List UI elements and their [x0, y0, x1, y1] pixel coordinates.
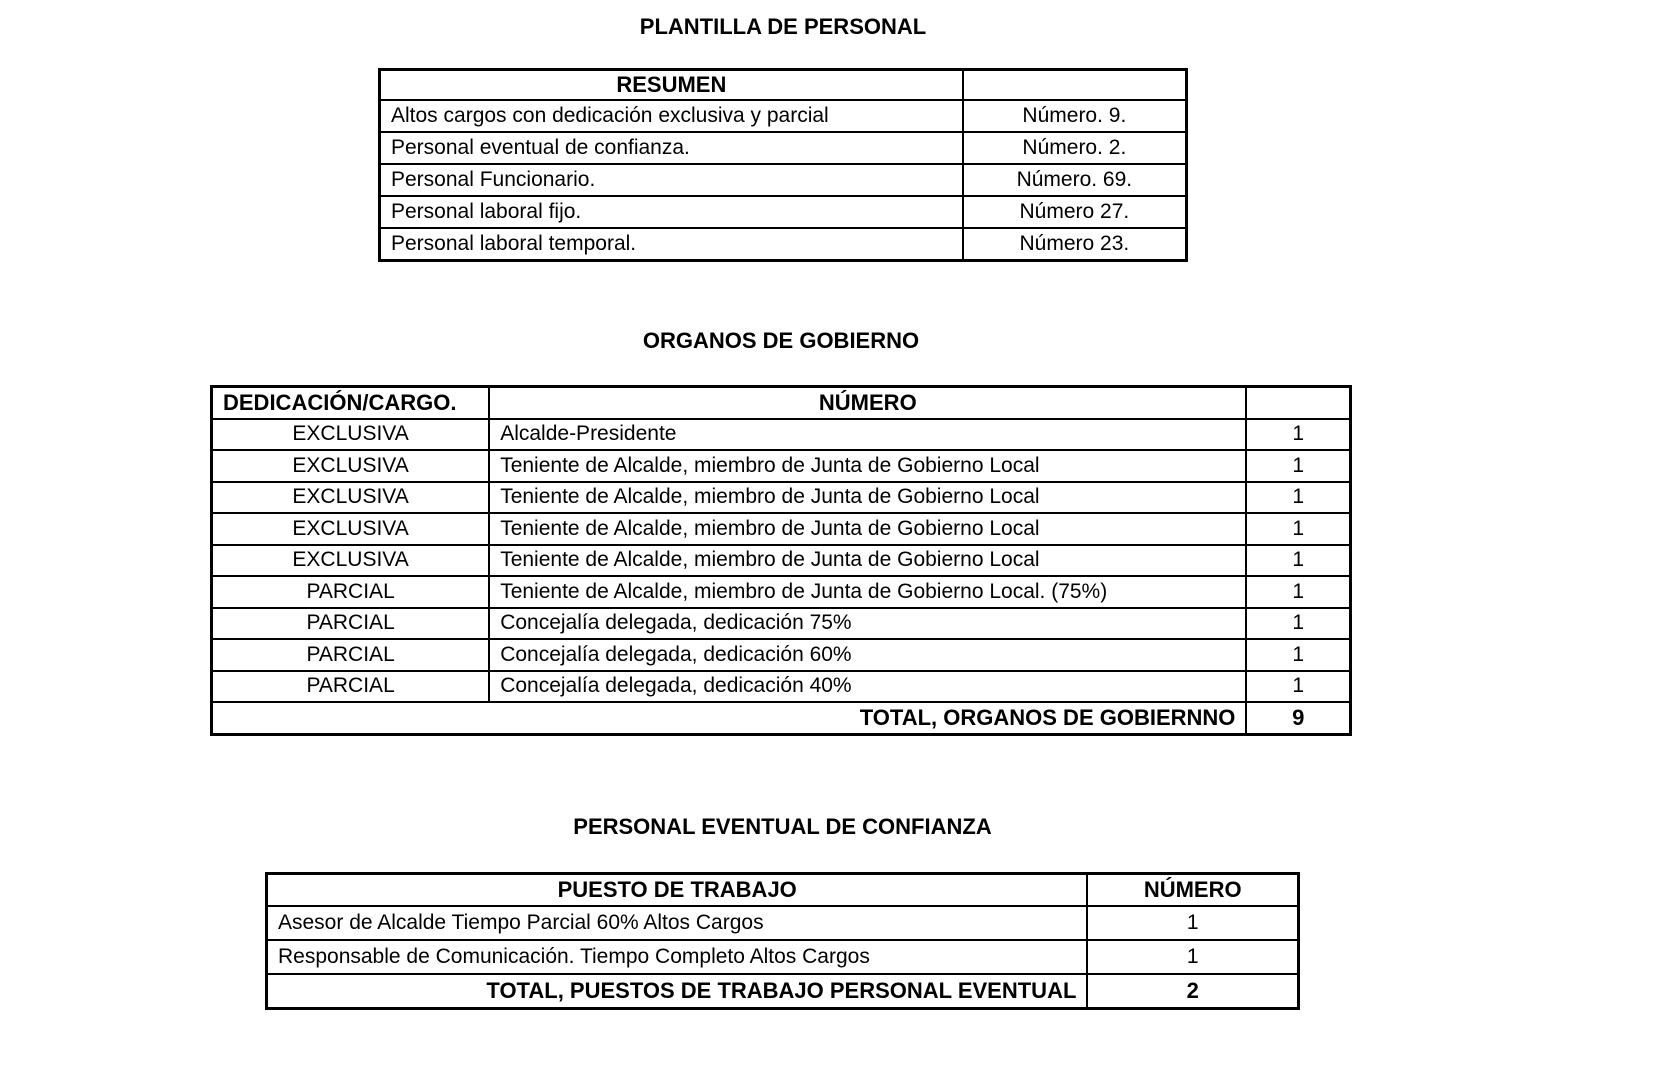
table-row — [212, 671, 1351, 703]
row-label: Personal eventual de confianza. — [380, 132, 963, 164]
table-row — [380, 164, 1187, 196]
cell-dedicacion: EXCLUSIVA — [212, 482, 490, 514]
table-row — [212, 608, 1351, 640]
table-row — [380, 196, 1187, 228]
resumen-header: RESUMEN — [380, 70, 963, 101]
resumen-header-row — [380, 70, 1187, 101]
cell-dedicacion: PARCIAL — [212, 608, 490, 640]
cell-cargo: Teniente de Alcalde, miembro de Junta de Gobierno Local. (75%) — [489, 576, 1246, 608]
cell-cargo: Alcalde-Presidente — [489, 419, 1246, 451]
table-row — [380, 228, 1187, 261]
row-value: Número. 9. — [963, 100, 1187, 132]
row-label: Personal Funcionario. — [380, 164, 963, 196]
row-label: Personal laboral fijo. — [380, 196, 963, 228]
cell-numero: 1 — [1246, 576, 1350, 608]
cell-dedicacion: EXCLUSIVA — [212, 513, 490, 545]
cell-numero: 1 — [1246, 639, 1350, 671]
table-row — [212, 639, 1351, 671]
row-value: Número 27. — [963, 196, 1187, 228]
col-header-numero: NÚMERO — [1087, 874, 1298, 907]
col-header-puesto: PUESTO DE TRABAJO — [267, 874, 1088, 907]
cell-cargo: Teniente de Alcalde, miembro de Junta de Gobierno Local — [489, 482, 1246, 514]
section-eventual — [265, 814, 1300, 1010]
cell-numero: 1 — [1246, 545, 1350, 577]
cell-dedicacion: EXCLUSIVA — [212, 419, 490, 451]
cell-dedicacion: PARCIAL — [212, 639, 490, 671]
row-label: Altos cargos con dedicación exclusiva y parcial — [380, 100, 963, 132]
resumen-table — [378, 68, 1188, 262]
total-row — [267, 974, 1299, 1009]
gobierno-header-row — [212, 387, 1351, 419]
cell-dedicacion: EXCLUSIVA — [212, 545, 490, 577]
table-row — [267, 906, 1299, 940]
col-header-empty — [1246, 387, 1350, 419]
cell-cargo: Teniente de Alcalde, miembro de Junta de Gobierno Local — [489, 513, 1246, 545]
eventual-table — [265, 872, 1300, 1010]
col-header-dedicacion: DEDICACIÓN/CARGO. — [212, 387, 490, 419]
cell-cargo: Concejalía delegada, dedicación 75% — [489, 608, 1246, 640]
cell-dedicacion: PARCIAL — [212, 576, 490, 608]
page-title: PLANTILLA DE PERSONAL — [639, 14, 927, 39]
row-value: Número. 2. — [963, 132, 1187, 164]
table-row — [380, 100, 1187, 132]
cell-dedicacion: EXCLUSIVA — [212, 450, 490, 482]
table-row — [212, 450, 1351, 482]
section-title: PERSONAL EVENTUAL DE CONFIANZA — [573, 814, 992, 839]
row-value: Número 23. — [963, 228, 1187, 261]
cell-cargo: Teniente de Alcalde, miembro de Junta de Gobierno Local — [489, 450, 1246, 482]
total-value: 9 — [1246, 702, 1350, 734]
total-value: 2 — [1087, 974, 1298, 1009]
section-title: ORGANOS DE GOBIERNO — [642, 328, 920, 353]
total-row — [212, 702, 1351, 734]
cell-numero: 1 — [1246, 608, 1350, 640]
eventual-header-row — [267, 874, 1299, 907]
cell-puesto: Asesor de Alcalde Tiempo Parcial 60% Altos Cargos — [267, 906, 1088, 940]
total-label: TOTAL, PUESTOS DE TRABAJO PERSONAL EVENTUAL — [267, 974, 1088, 1009]
total-label: TOTAL, ORGANOS DE GOBIERNNO — [212, 702, 1247, 734]
table-row — [267, 940, 1299, 974]
table-row — [212, 576, 1351, 608]
cell-numero: 1 — [1246, 671, 1350, 703]
section-gobierno — [210, 328, 1352, 736]
section-resumen — [378, 14, 1188, 262]
cell-numero: 1 — [1246, 419, 1350, 451]
gobierno-table — [210, 385, 1352, 736]
row-label: Personal laboral temporal. — [380, 228, 963, 261]
table-row — [212, 482, 1351, 514]
row-value: Número. 69. — [963, 164, 1187, 196]
table-row — [212, 513, 1351, 545]
cell-numero: 1 — [1087, 940, 1298, 974]
table-row — [212, 419, 1351, 451]
cell-numero: 1 — [1246, 450, 1350, 482]
cell-cargo: Concejalía delegada, dedicación 60% — [489, 639, 1246, 671]
cell-puesto: Responsable de Comunicación. Tiempo Completo Altos Cargos — [267, 940, 1088, 974]
table-row — [380, 132, 1187, 164]
cell-numero: 1 — [1246, 482, 1350, 514]
cell-numero: 1 — [1246, 513, 1350, 545]
table-row — [212, 545, 1351, 577]
cell-cargo: Concejalía delegada, dedicación 40% — [489, 671, 1246, 703]
cell-numero: 1 — [1087, 906, 1298, 940]
cell-dedicacion: PARCIAL — [212, 671, 490, 703]
cell-cargo: Teniente de Alcalde, miembro de Junta de Gobierno Local — [489, 545, 1246, 577]
resumen-header-empty — [963, 70, 1187, 101]
col-header-numero: NÚMERO — [489, 387, 1246, 419]
